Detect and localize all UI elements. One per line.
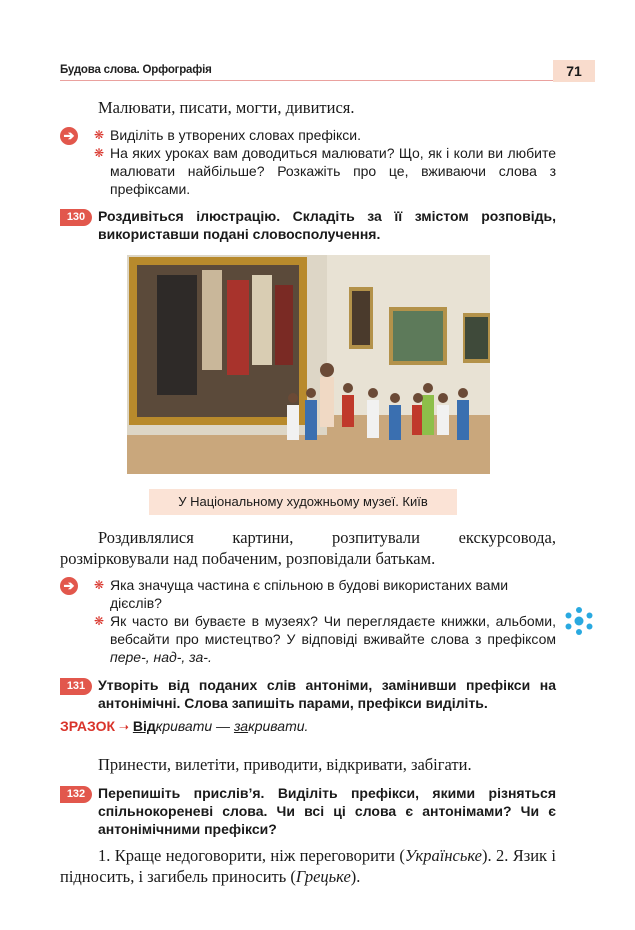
task-131-text: Утворіть від поданих слів антоніми, замінивши префікси на антонімічні. Слова запишіть парами, префікси виділіть. <box>98 677 556 711</box>
bullet-list-1 <box>94 126 556 198</box>
task-number: 131 <box>60 678 92 695</box>
task-130-text: Роздивіться ілюстрацію. Складіть за її змістом розповідь, використавши подані словосполучення. <box>98 208 556 242</box>
proverbs-paragraph: 1. Краще недоговорити, ніж переговорити (Українське). 2. Язик і підносить, і загибель приносить (Грецьке). <box>60 846 556 886</box>
asterisk-icon: ❋ <box>94 578 105 592</box>
list-item: ❋ Як часто ви буваєте в музеях? Чи переглядаєте книжки, альбоми, вебсайти про мистецтво? У відповіді вживайте слова з префіксом пере-, над-, за-. <box>94 613 556 665</box>
arrow-icon: ➔ <box>60 127 78 145</box>
asterisk-icon: ❋ <box>94 146 105 160</box>
arrow-icon: ➔ <box>60 577 78 595</box>
words-line: Малювати, писати, могти, дивитися. <box>98 98 355 117</box>
list-item: ❋ Виділіть в утворених словах префікси. <box>94 127 361 143</box>
task-number: 132 <box>60 786 92 803</box>
photo-caption: У Національному художньому музеї. Київ <box>149 489 457 515</box>
bullet-list-2 <box>94 576 556 666</box>
sample-line: ЗРАЗОК ➝ Відкривати — закривати. <box>60 718 309 734</box>
example-paragraph: Роздивлялися картини, розпитували екскурсовода, розмірковували над побаченим, розповідали батькам. <box>60 528 556 568</box>
task-number: 130 <box>60 209 92 226</box>
asterisk-icon: ❋ <box>94 128 105 142</box>
museum-illustration <box>127 255 490 474</box>
header-divider <box>60 80 595 81</box>
sample-label: ЗРАЗОК <box>60 718 116 734</box>
arrow-right-icon: ➝ <box>118 720 129 734</box>
asterisk-icon: ❋ <box>94 614 105 628</box>
list-item: ❋ На яких уроках вам доводиться малювати? Що, як і коли ви любите малювати найбільше? Розкажіть про це, вживаючи слова з префіксами. <box>94 145 556 197</box>
list-item: ❋ Яка значуща частина є спільною в будові використаних вами дієслів? <box>94 577 509 611</box>
flower-icon <box>564 606 594 636</box>
page-number: 71 <box>553 60 595 82</box>
words-line-131: Принести, вилетіти, приводити, відкривати, забігати. <box>98 755 472 774</box>
museum-photo <box>127 255 490 474</box>
section-title: Будова слова. Орфографія <box>60 64 212 76</box>
task-132-text: Перепишіть прислів’я. Виділіть префікси, якими різняться спільнокореневі слова. Чи всі ці слова є антонімами? Чи є антонімічними префікси? <box>98 785 556 837</box>
